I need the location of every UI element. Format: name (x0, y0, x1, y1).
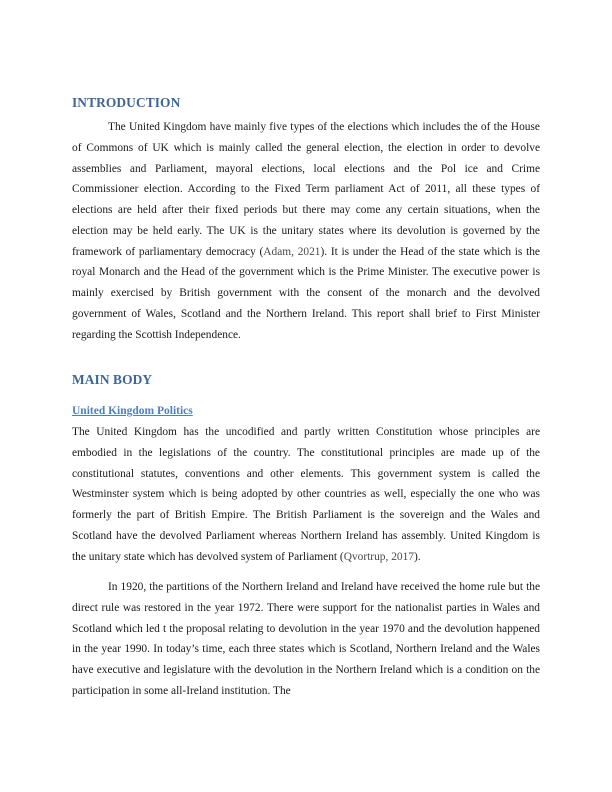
introduction-text-start: The United Kingdom have mainly five types of the elections which includes the of the House of Commons of UK which is mainly called the general election, the election in order to devolve assemblies and Parliament, mayoral elections, local elections and the Pol ice and Crime Commissioner election. According to the Fixed Term parliament Act of 2011, all these types of elections are held after their fixed periods but there may come any certain situations, when the election may be held early. The UK is the unitary states where its devolution is governed by the framework of parliamentary democracy ( (72, 121, 540, 258)
introduction-paragraph (72, 117, 540, 345)
introduction-text-end: ). It is under the Head of the state which is the royal Monarch and the Head of the government which is the Prime Minister. The executive power is mainly exercised by British government with the consent of the monarch and the devolved government of Wales, Scotland and the Northern Ireland. This report shall brief to First Minister regarding the Scottish Independence. (72, 245, 540, 341)
citation-qvortrup: Qvortrup, 2017 (343, 550, 414, 563)
united-kingdom-politics-subheading: United Kingdom Politics (72, 405, 193, 417)
main-body-heading: MAIN BODY (72, 372, 153, 387)
paragraph1-text-end: ). (413, 550, 421, 563)
paragraph1-text-start: The United Kingdom has the uncodified and partly written Constitution whose principles are embodied in the legislations of the country. The constitutional principles are made up of the constitutional statutes, conventions and other elements. This government system is called the Westminster system which is being adopted by other countries as well, especially the one who was formerly the part of British Empire. The British Parliament is the sovereign and the Wales and Scotland have the devolved Parliament whereas Northern Ireland has assembly. United Kingdom is the unitary state which has devolved system of Parliament ( (72, 426, 540, 563)
main-body-paragraph-2: In 1920, the partitions of the Northern Ireland and Ireland have received the home rule but the direct rule was restored in the year 1972. There were support for the nationalist parties in Wales and Scotland which led t the proposal relating to devolution in the year 1970 and the devolution happened in the year 1990. In today’s time, each three states which is Scotland, Northern Ireland and the Wales have executive and legislature with the devolution in the Northern Ireland which is a condition on the participation in some all-Ireland institution. The (72, 581, 540, 697)
main-body-paragraph-1 (72, 422, 540, 567)
citation-adam: Adam, 2021 (263, 245, 321, 258)
introduction-heading: INTRODUCTION (72, 95, 181, 110)
